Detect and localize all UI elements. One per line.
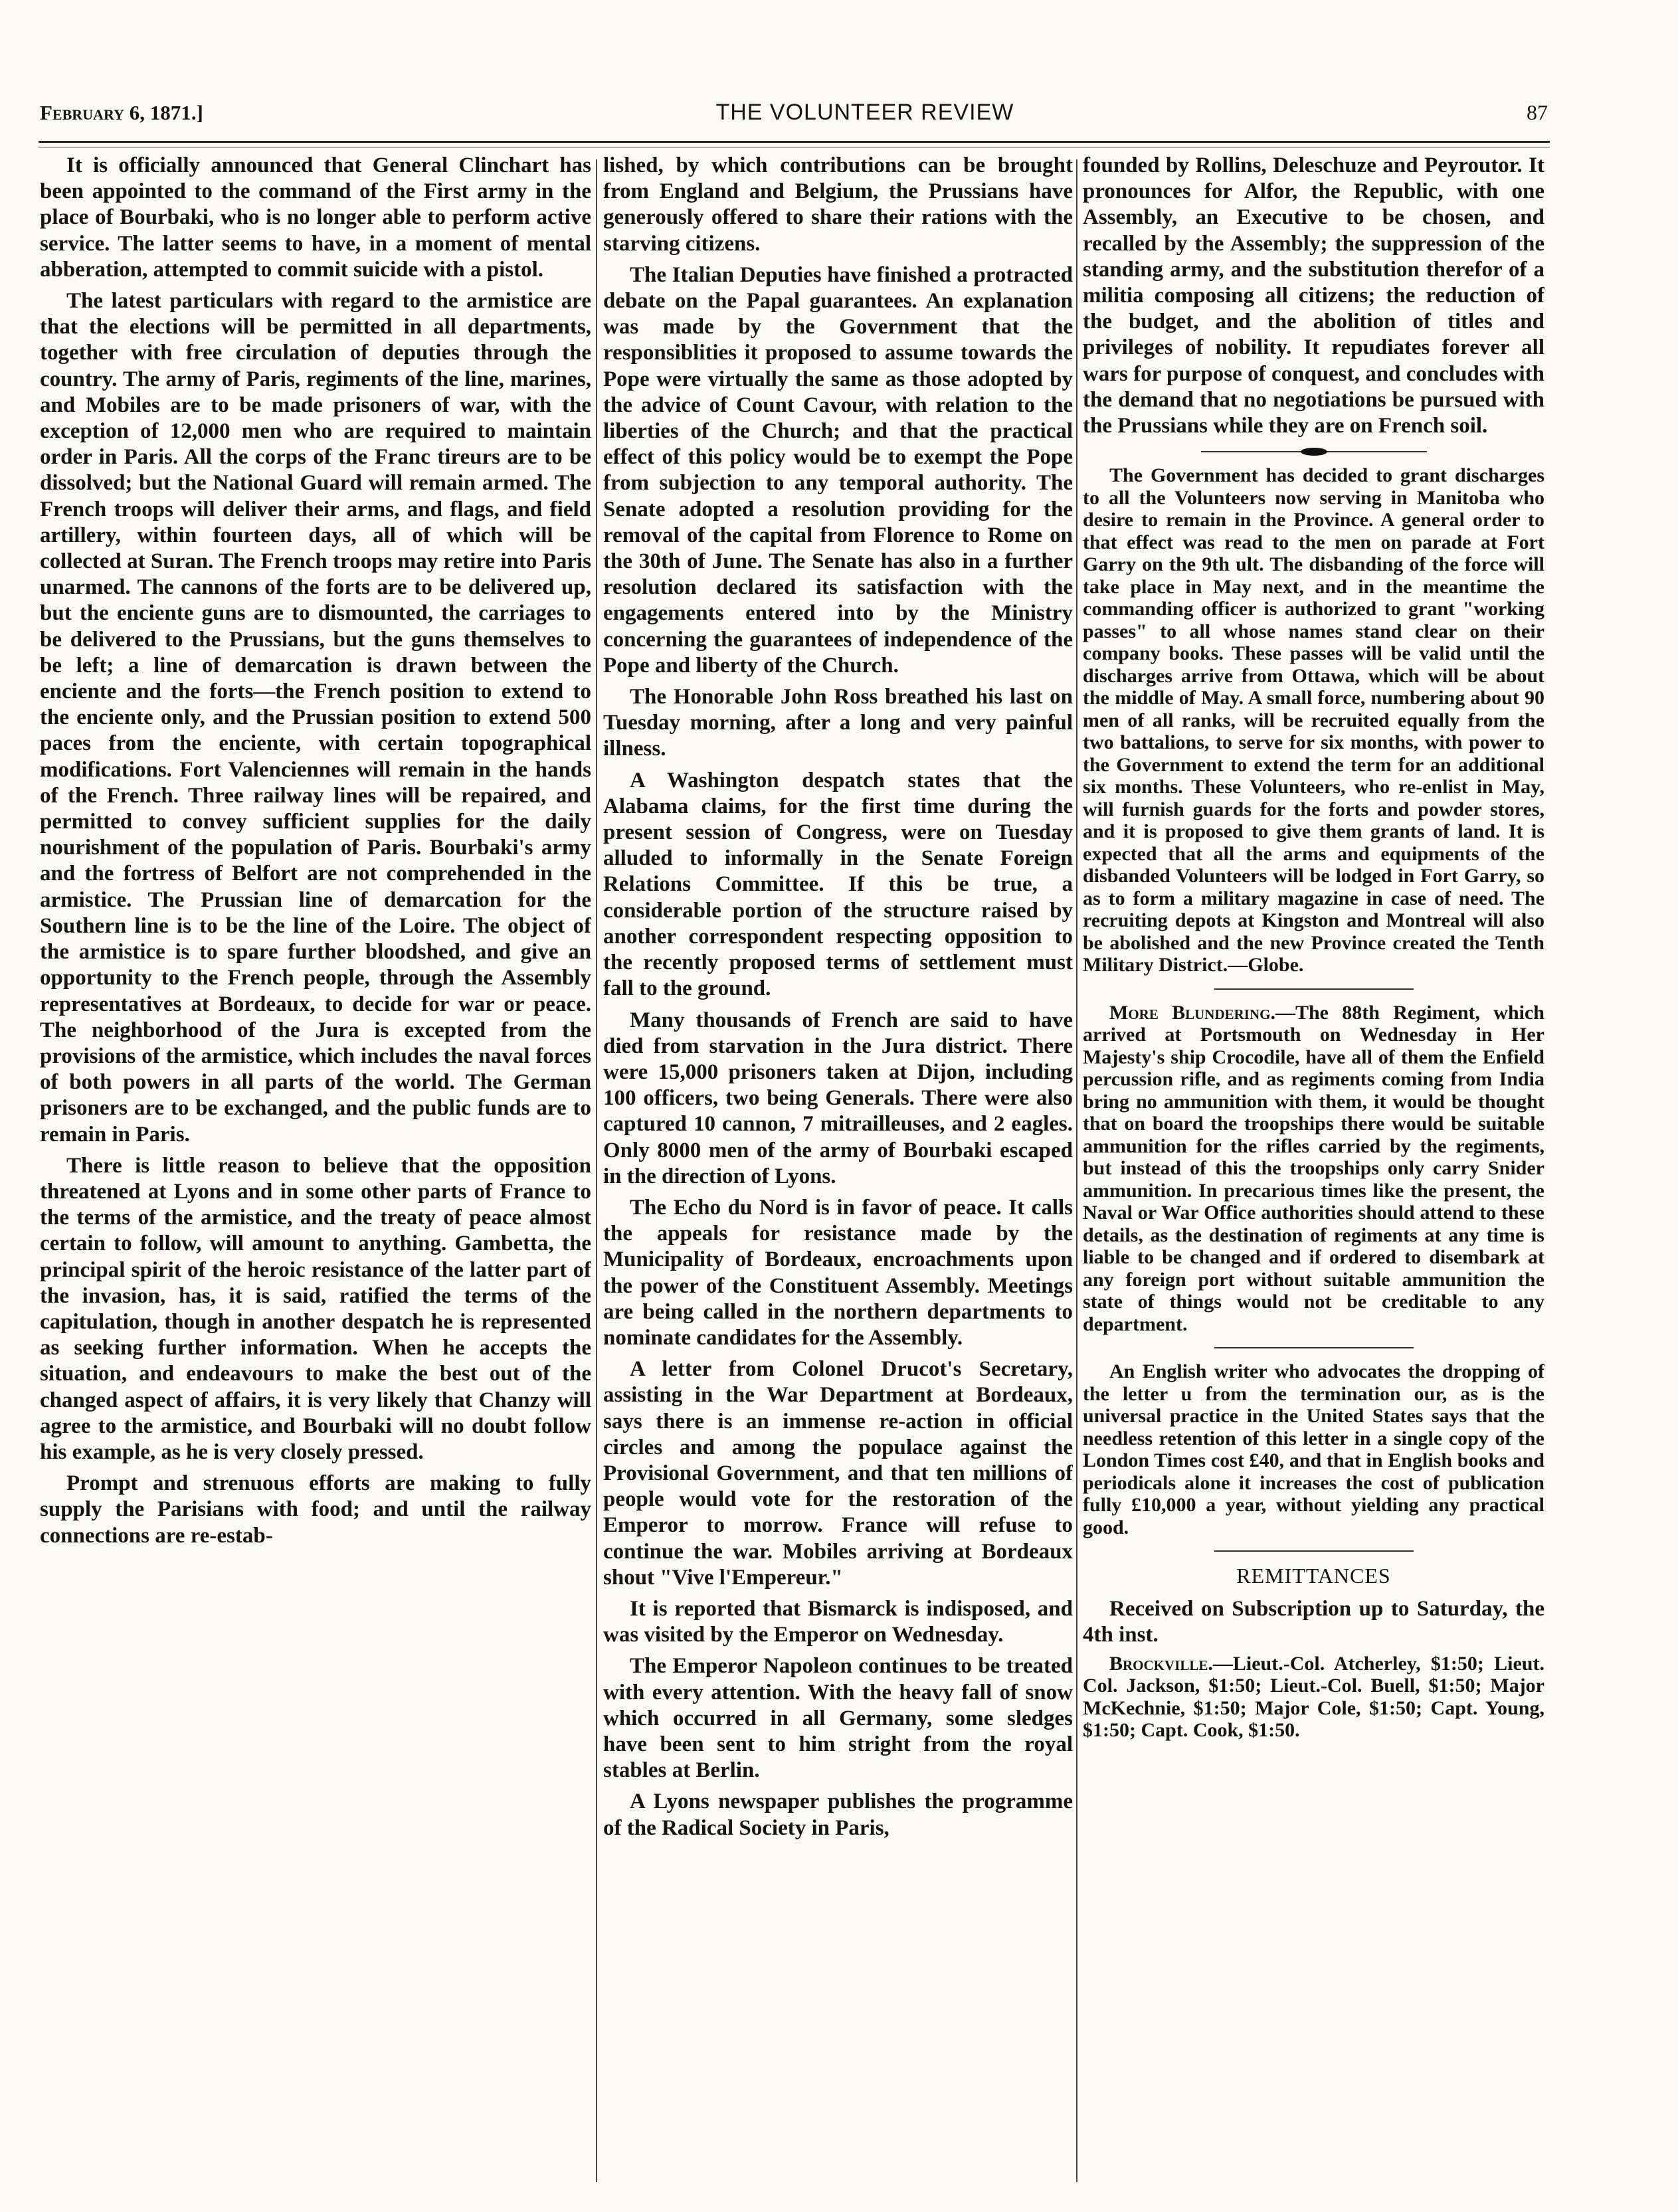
article-paragraph: lished, by which contributions can be brought from England and Belgium, the Prussians have generously offered to share their rations with the starving citizens. (603, 153, 1073, 256)
article-paragraph: A Washington despatch states that the Alabama claims, for the first time during the present session of Congress, were on Tuesday alluded to informally in the Senate Foreign Relations Committee. If this be true, a considerable portion of the structure raised by another correspondent respecting opposition to the recently proposed terms of settlement must fall to the ground. (603, 768, 1073, 1001)
article-paragraph: Many thousands of French are said to have died from starvation in the Jura district. There were 15,000 prisoners taken at Dijon, including 100 officers, two being Generals. There were also captured 10 cannon, 7 mitrailleuses, and 2 eagles. Only 8000 men of the army of Bourbaki escaped in the direction of Lyons. (603, 1008, 1073, 1188)
column-divider (596, 159, 597, 2182)
page-header (40, 100, 1548, 139)
article-paragraph: The Echo du Nord is in favor of peace. It calls the appeals for resistance made by the Municipality of Bordeaux, encroachments upon the power of the Constituent Assembly. Meetings are being called in the northern departments to nominate candidates for the Assembly. (603, 1195, 1073, 1350)
header-rule (39, 141, 1550, 147)
column-divider (1076, 159, 1077, 2182)
article-paragraph: The Honorable John Ross breathed his last on Tuesday morning, after a long and very painful illness. (603, 685, 1073, 761)
spelling-article: An English writer who advocates the dropping of the letter u from the termination our, as is the universal practice in the United States says that the needless retention of this letter in a single copy of the London Times cost £40, and that in English books and periodicals alone it increases the cost of publication fully £10,000 a year, without yielding any practical good. (1083, 1360, 1544, 1538)
column-2 (603, 153, 1073, 2185)
header-page-number: 87 (1527, 100, 1548, 124)
manitoba-article: The Government has decided to grant discharges to all the Volunteers now serving in Manitoba who desire to remain in the Province. A general order to that effect was read to the men on parade at Fort Garry on the 9th ult. The disbanding of the force will take place in May next, and in the meantime the commanding officer is authorized to grant "working passes" to all whose names stand clear on their company books. These passes will be valid until the discharges arrive from Ottawa, which will be about the middle of May. A small force, numbering about 90 men of all ranks, will be recruited equally from the two battalions, to serve for six months, with power to the Government to extend the term for an additional six months. These Volunteers, who re-enlist in May, will furnish guards for the forts and powder stores, and it is proposed to give them grants of land. It is expected that all the arms and equipments of the disbanded Volunteers will be lodged in Fort Garry, so as to form a military magazine in case of need. The recruiting depots at Kingston and Montreal will also be abolished and the new Province created the Tenth Military District.—Globe. (1083, 464, 1544, 976)
remittances-list: —Lieut.-Col. Atcherley, $1:50; Lieut. Col. Jackson, $1:50; Lieut.-Col. Buell, $1:50; Major McKechnie, $1:50; Major Cole, $1:50; Capt. Young, $1:50; Capt. Cook, $1:50. (1083, 1652, 1544, 1742)
blundering-text: —The 88th Regiment, which arrived at Portsmouth on Wednesday in Her Majesty's ship Crocodile, have all of them the Enfield percussion rifle, and as regiments coming from India bring no ammunition with them, it would be thought that on board the troopships there would be suitable ammunition for the rifles carried by the regiments, but instead of this the troopships only carry Snider ammunition. In precarious times like the present, the Naval or War Office authorities should attend to these details, as the destination of regiments at any time is liable to be changed and if ordered to disembark at any foreign port without suitable ammunition the state of things would not be creditable to any department. (1083, 1001, 1544, 1335)
section-separator (1214, 988, 1414, 990)
remittances-heading: REMITTANCES (1236, 1564, 1391, 1588)
article-paragraph: Prompt and strenuous efforts are making to fully supply the Parisians with food; and until the railway connections are re-estab- (40, 1471, 591, 1548)
article-paragraph: The Italian Deputies have finished a protracted debate on the Papal guarantees. An explanation was made by the Government that the responsiblities it proposed to assume towards the Pope were virtually the same as those adopted by the advice of Count Cavour, with relation to the liberties of the Church; and that the practical effect of this policy would be to exempt the Pope from subjection to any temporal authority. The Senate adopted a resolution providing for the removal of the capital from Florence to Rome on the 30th of June. The Senate has also in a further resolution declared its satisfaction with the engagements entered into by the Ministry concerning the guarantees of independence of the Pope and liberty of the Church. (603, 262, 1073, 678)
blundering-article (1083, 1002, 1544, 1336)
header-title: THE VOLUNTEER REVIEW (715, 100, 1014, 125)
header-date: February 6, 1871.] (40, 101, 203, 124)
remittances-place: Brockville. (1109, 1652, 1213, 1675)
article-paragraph: The latest particulars with regard to the armistice are that the elections will be permitted in all departments, together with free circulation of deputies through the country. The army of Paris, regiments of the line, marines, and Mobiles are to be made prisoners of war, with the exception of 12,000 men who are required to maintain order in Paris. All the corps of the Franc tireurs are to be dissolved; but the National Guard will remain armed. The French troops will deliver their arms, and flags, and field artillery, within fourteen days, all of which will be collected at Suran. The French troops may retire into Paris unarmed. The cannons of the forts are to be delivered up, but the enciente guns are to dismounted, the carriages to be delivered to the Prussians, but the guns themselves to be left; a line of demarcation is drawn between the enciente and the forts—the French position to extend to the enciente only, and the Prussian position to extend 500 paces from the enciente, with certain topographical modifications. Fort Valenciennes will remain in the hands of the French. Three railway lines will be repaired, and permitted to convey sufficient supplies for the daily nourishment of the population of Paris. Bourbaki's army and the fortress of Belfort are not comprehended in the armistice. The Prussian line of demarcation for the Southern line is to be the line of the Loire. The object of the armistice is to spare further bloodshed, and give an opportunity to the French people, through the Assembly representatives at Bordeaux, to decide for war or peace. The neighborhood of the Jura is excepted from the provisions of the armistice, which includes the naval forces of both powers in all parts of the world. The German prisoners are to be exchanged, and the public funds are to remain in Paris. (40, 289, 591, 1147)
article-paragraph: There is little reason to believe that the opposition threatened at Lyons and in some other parts of France to the terms of the armistice, and the treaty of peace almost certain to follow, will amount to anything. Gambetta, the principal spirit of the heroic resistance of the latter part of the invasion, has, it is said, ratified the terms of the capitulation, though in another despatch he is represented as seeking further information. When he accepts the situation, and endeavours to make the best out of the changed aspect of affairs, it is very likely that Chanzy will agree to the armistice, and Bourbaki will no doubt follow his example, as he is very closely pressed. (40, 1153, 591, 1464)
remittances-entries (1083, 1653, 1544, 1742)
article-paragraph: It is officially announced that General Clinchart has been appointed to the command of the First army in the place of Bourbaki, who is no longer able to perform active service. The latter seems to have, in a moment of mental abberation, attempted to commit suicide with a pistol. (40, 153, 591, 282)
article-paragraph: The Emperor Napoleon continues to be treated with every attention. With the heavy fall of snow which occurred in all Germany, some sledges have been sent to him stright from the royal stables at Berlin. (603, 1654, 1073, 1783)
section-separator (1201, 451, 1427, 452)
remittances-intro: Received on Subscription up to Saturday, the 4th inst. (1083, 1597, 1544, 1647)
article-paragraph: It is reported that Bismarck is indisposed, and was visited by the Emperor on Wednesday. (603, 1596, 1073, 1647)
section-separator (1214, 1550, 1414, 1552)
column-3 (1083, 153, 1544, 2185)
article-paragraph: A Lyons newspaper publishes the programme of the Radical Society in Paris, (603, 1790, 1073, 1840)
column-1 (40, 153, 591, 2185)
article-paragraph: founded by Rollins, Deleschuze and Peyroutor. It pronounces for Alfor, the Republic, with one Assembly, an Executive to be chosen, and recalled by the Assembly; the suppression of the standing army, and the substitution therefor of a militia composing all citizens; the reduction of the budget, and the abolition of titles and privileges of nobility. It repudiates forever all wars for purpose of conquest, and concludes with the demand that no negotiations be pursued with the Prussians while they are on French soil. (1083, 153, 1544, 438)
section-separator (1214, 1347, 1414, 1348)
article-paragraph: A letter from Colonel Drucot's Secretary, assisting in the War Department at Bordeaux, says there is an immense re-action in official circles and among the populace against the Provisional Government, and that ten millions of people would vote for the restoration of the Emperor to morrow. France will refuse to continue the war. Mobiles arriving at Bordeaux shout "Vive l'Empereur." (603, 1357, 1073, 1590)
blundering-heading: More Blundering. (1109, 1001, 1275, 1024)
